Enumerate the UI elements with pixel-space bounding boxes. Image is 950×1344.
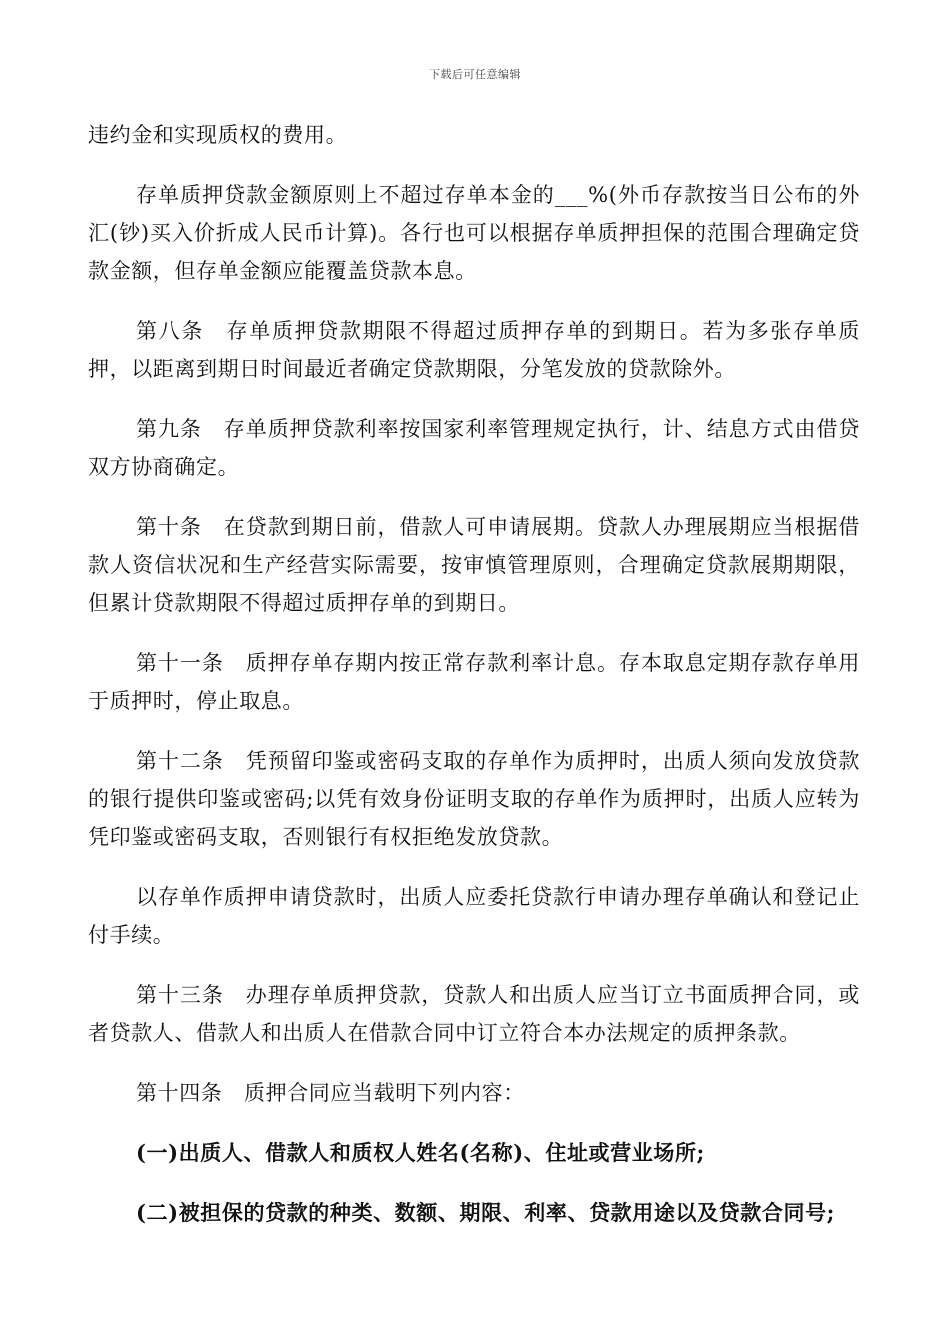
paragraph-continuation: 违约金和实现质权的费用。 — [88, 123, 348, 147]
list-item-1: (一)出质人、借款人和质权人姓名(名称)、住址或营业场所; — [136, 1140, 705, 1165]
paragraph-article-9: 第九条 存单质押贷款利率按国家利率管理规定执行，计、结息方式由借贷双方协商确定。 — [88, 417, 860, 479]
paragraph-article-10: 第十条 在贷款到期日前，借款人可申请展期。贷款人办理展期应当根据借款人资信状况和生产经营实际需要，按审慎管理原则，合理确定贷款展期期限，但累计贷款期限不得超过质押存单的到期日。 — [88, 515, 860, 615]
paragraph-loan-amount: 存单质押贷款金额原则上不超过存单本金的___%(外币存款按当日公布的外汇(钞)买入价折成人民币计算)。各行也可以根据存单质押担保的范围合理确定贷款金额，但存单金额应能覆盖贷款本息。 — [88, 183, 860, 283]
paragraph-stop-payment: 以存单作质押申请贷款时，出质人应委托贷款行申请办理存单确认和登记止付手续。 — [88, 885, 860, 947]
paragraph-article-11: 第十一条 质押存单存期内按正常存款利率计息。存本取息定期存款存单用于质押时，停止取息。 — [88, 651, 860, 713]
paragraph-article-12: 第十二条 凭预留印鉴或密码支取的存单作为质押时，出质人须向发放贷款的银行提供印鉴或密码;以凭有效身份证明支取的存单作为质押时，出质人应转为凭印鉴或密码支取，否则银行有权拒绝发放贷款。 — [88, 749, 860, 849]
paragraph-article-13: 第十三条 办理存单质押贷款，贷款人和出质人应当订立书面质押合同，或者贷款人、借款人和出质人在借款合同中订立符合本办法规定的质押条款。 — [88, 983, 860, 1045]
page-header-note: 下载后可任意编辑 — [429, 68, 521, 81]
document-body — [88, 116, 860, 1254]
paragraph-article-8: 第八条 存单质押贷款期限不得超过质押存单的到期日。若为多张存单质押，以距离到期日时间最近者确定贷款期限，分笔发放的贷款除外。 — [88, 319, 860, 381]
list-item-2: (二)被担保的贷款的种类、数额、期限、利率、贷款用途以及贷款合同号; — [136, 1200, 836, 1225]
paragraph-article-14: 第十四条 质押合同应当载明下列内容： — [136, 1081, 525, 1105]
